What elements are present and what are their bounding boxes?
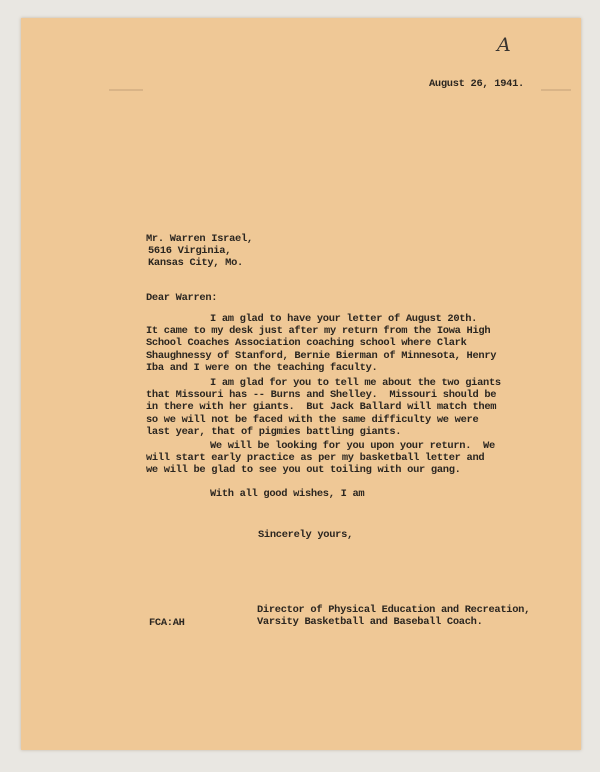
paragraph-line: I am glad to have your letter of August 20th.: [210, 313, 478, 325]
paragraph-line: that Missouri has -- Burns and Shelley. Missouri should be: [146, 389, 497, 402]
recipient-line: Mr. Warren Israel,: [146, 233, 253, 245]
paragraph-line: we will be glad to see you out toiling with our gang.: [146, 464, 461, 477]
paragraph-line: Shaughnessy of Stanford, Bernie Bierman of Minnesota, Henry: [146, 349, 497, 362]
paragraph-line: will start early practice as per my basketball letter and: [146, 452, 485, 465]
paragraph-4: With all good wishes, I am: [210, 488, 365, 500]
recipient-line: Kansas City, Mo.: [148, 257, 243, 270]
signature-title-line: Director of Physical Education and Recreation,: [257, 604, 531, 616]
paragraph-2: [146, 377, 501, 438]
paragraph-line: so we will not be faced with the same difficulty we were: [146, 413, 479, 426]
paragraph-1: [146, 313, 496, 374]
paragraph-line: I am glad for you to tell me about the two giants: [210, 377, 501, 389]
salutation: Dear Warren:: [146, 292, 218, 304]
paragraph-line: Iba and I were on the teaching faculty.: [146, 361, 378, 374]
paragraph-line: We will be looking for you upon your return. We: [210, 440, 495, 452]
signature-title: [257, 604, 530, 628]
paragraph-3: [146, 440, 495, 477]
signature-title-line: Varsity Basketball and Baseball Coach.: [257, 616, 483, 629]
recipient-line: 5616 Virginia,: [148, 245, 232, 258]
closing: Sincerely yours,: [258, 529, 353, 541]
recipient-address: [146, 233, 253, 270]
letter-date: August 26, 1941.: [429, 78, 524, 90]
paragraph-line: School Coaches Association coaching school where Clark: [146, 337, 467, 350]
paragraph-line: last year, that of pigmies battling giants.: [146, 425, 402, 438]
page-smudge: [109, 89, 143, 91]
paragraph-line: It came to my desk just after my return from the Iowa High: [146, 325, 491, 338]
page-smudge: [541, 89, 571, 91]
handwritten-corner-mark: A: [497, 34, 511, 56]
paragraph-line: in there with her giants. But Jack Ballard will match them: [146, 401, 497, 414]
typist-initials: FCA:AH: [149, 617, 185, 629]
